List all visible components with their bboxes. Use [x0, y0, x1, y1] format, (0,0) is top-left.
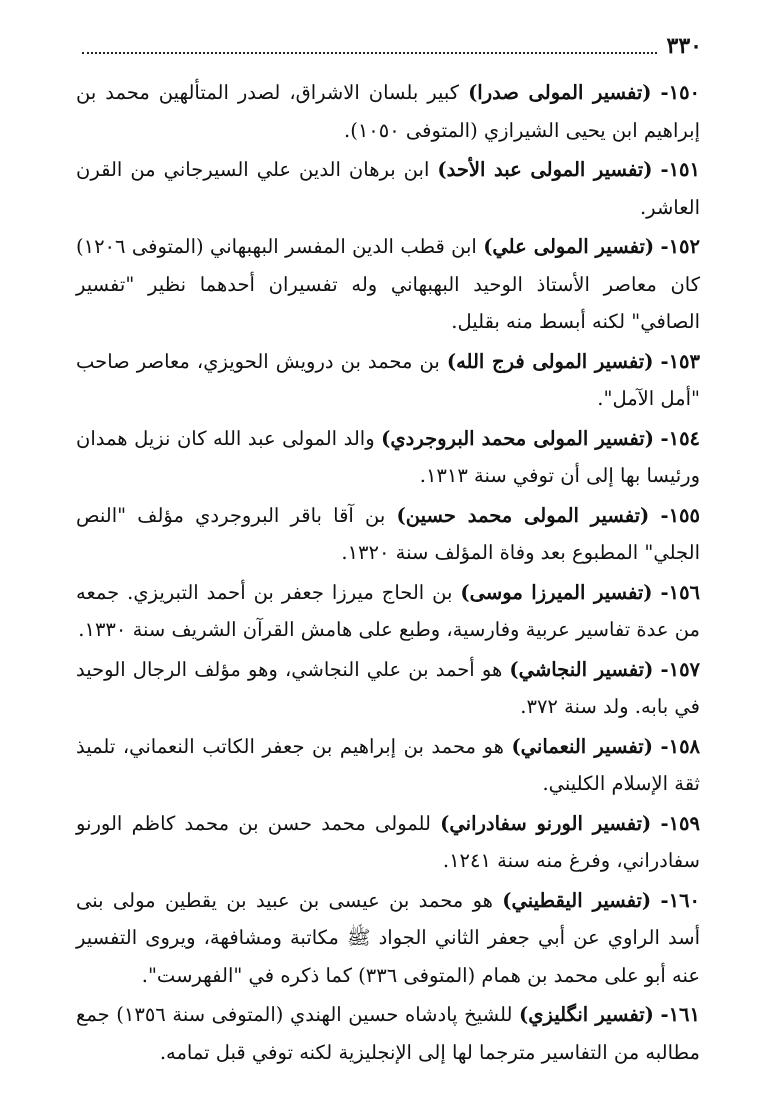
- entry-text: هو محمد بن إبراهيم بن جعفر الكاتب النعماني، تلميذ ثقة الإسلام الكليني.: [76, 734, 700, 795]
- entry-title: (تفسير النجاشي): [509, 657, 654, 681]
- entry-text: بن محمد بن درويش الحويزي، معاصر صاحب "أمل الآمل".: [76, 349, 700, 410]
- entries-list: [76, 74, 700, 1073]
- header-dotted-rule: [82, 52, 657, 54]
- entry-title: (تفسير الميرزا موسى): [460, 580, 653, 604]
- entry-text: بن الحاج ميرزا جعفر بن أحمد التبريزي. جمعه من عدة تفاسير عربية وفارسية، وطبع على هامش القرآن الشريف سنة ١٣٣٠.: [76, 580, 700, 641]
- entry-154: [76, 420, 700, 495]
- entry-title: (تفسير المولى عبد الأحد): [437, 158, 653, 181]
- entry-number: ١٥٧-: [660, 657, 701, 681]
- entry-title: (تفسير المولى فرج الله): [446, 349, 654, 373]
- entry-156: [76, 574, 700, 649]
- entry-title: (تفسير المولى محمد البروجردي): [381, 426, 654, 450]
- entry-number: ١٥١-: [660, 158, 700, 181]
- entry-text: بن آقا باقر البروجردي مؤلف "النص الجلي" المطبوع بعد وفاة المؤلف سنة ١٣٢٠.: [76, 503, 700, 564]
- entry-number: ١٥٨-: [660, 734, 701, 758]
- entry-text: هو أحمد بن علي النجاشي، وهو مؤلف الرجال الوحيد في بابه. ولد سنة ٣٧٢.: [76, 657, 700, 718]
- entry-text: للمولى محمد حسن بن محمد كاظم الورنو سفادراني، وفرغ منه سنة ١٢٤١.: [76, 811, 700, 872]
- page-header: [82, 28, 702, 58]
- entry-number: ١٥٩-: [660, 811, 700, 835]
- entry-number: ١٥٤-: [660, 426, 701, 450]
- entry-158: [76, 728, 700, 803]
- entry-157: [76, 651, 700, 726]
- entry-title: (تفسير المولى علي): [483, 235, 655, 258]
- entry-text: كبير بلسان الاشراق، لصدر المتألهين محمد بن إبراهيم ابن يحيى الشيرازي (المتوفى ١٠٥٠).: [76, 81, 700, 142]
- entry-text: للشيخ پادشاه حسين الهندي (المتوفى سنة ١٣٥٦) جمع مطالبه من التفاسير مترجما لها إلى الإنجليزية لكنه توفي قبل تمامه.: [76, 1003, 700, 1064]
- entry-151: [76, 151, 700, 226]
- entry-number: ١٥٥-: [660, 503, 700, 527]
- entry-number: ١٥٦-: [660, 580, 701, 604]
- entry-number: ١٥٣-: [660, 349, 700, 373]
- entry-155: [76, 497, 700, 572]
- entry-title: (تفسير المولى صدرا): [468, 81, 652, 104]
- entry-title: (تفسير المولى محمد حسين): [396, 503, 650, 527]
- entry-text: هو محمد بن عيسى بن عبيد بن يقطين مولى بنى أسد الراوي عن أبي جعفر الثاني الجواد ﷺ مكاتبة ومشافهة، ويروى التفسير عنه أبو على محمد بن همام (المتوفى ٣٣٦) كما ذكره في "الفهرست".: [76, 888, 700, 987]
- entry-number: ١٥٢-: [660, 235, 700, 258]
- entry-161: [76, 996, 700, 1071]
- page-number: ٣٣٠: [666, 33, 702, 59]
- entry-text: ابن برهان الدين علي السيرجاني من القرن العاشر.: [76, 158, 700, 219]
- entry-159: [76, 805, 700, 880]
- entry-title: (تفسير اليقطيني): [502, 888, 652, 912]
- entry-number: ١٦١-: [660, 1003, 700, 1026]
- entry-153: [76, 343, 700, 418]
- entry-160: [76, 882, 700, 995]
- entry-152: [76, 228, 700, 341]
- entry-title: (تفسير انگليزي): [518, 1003, 654, 1026]
- entry-text: ابن قطب الدين المفسر البهبهاني (المتوفى ١٢٠٦) كان معاصر الأستاذ الوحيد البهبهاني وله تفسيران أحدهما نظير "تفسير الصافي" لكنه أبسط منه بقليل.: [76, 235, 700, 333]
- entry-150: [76, 74, 700, 149]
- entry-title: (تفسير الورنو سفادراني): [440, 811, 652, 835]
- entry-number: ١٦٠-: [660, 888, 701, 912]
- entry-title: (تفسير النعماني): [511, 734, 653, 758]
- entry-number: ١٥٠-: [660, 81, 701, 104]
- entry-text: والد المولى عبد الله كان نزيل همدان ورئيسا بها إلى أن توفي سنة ١٣١٣.: [76, 426, 700, 487]
